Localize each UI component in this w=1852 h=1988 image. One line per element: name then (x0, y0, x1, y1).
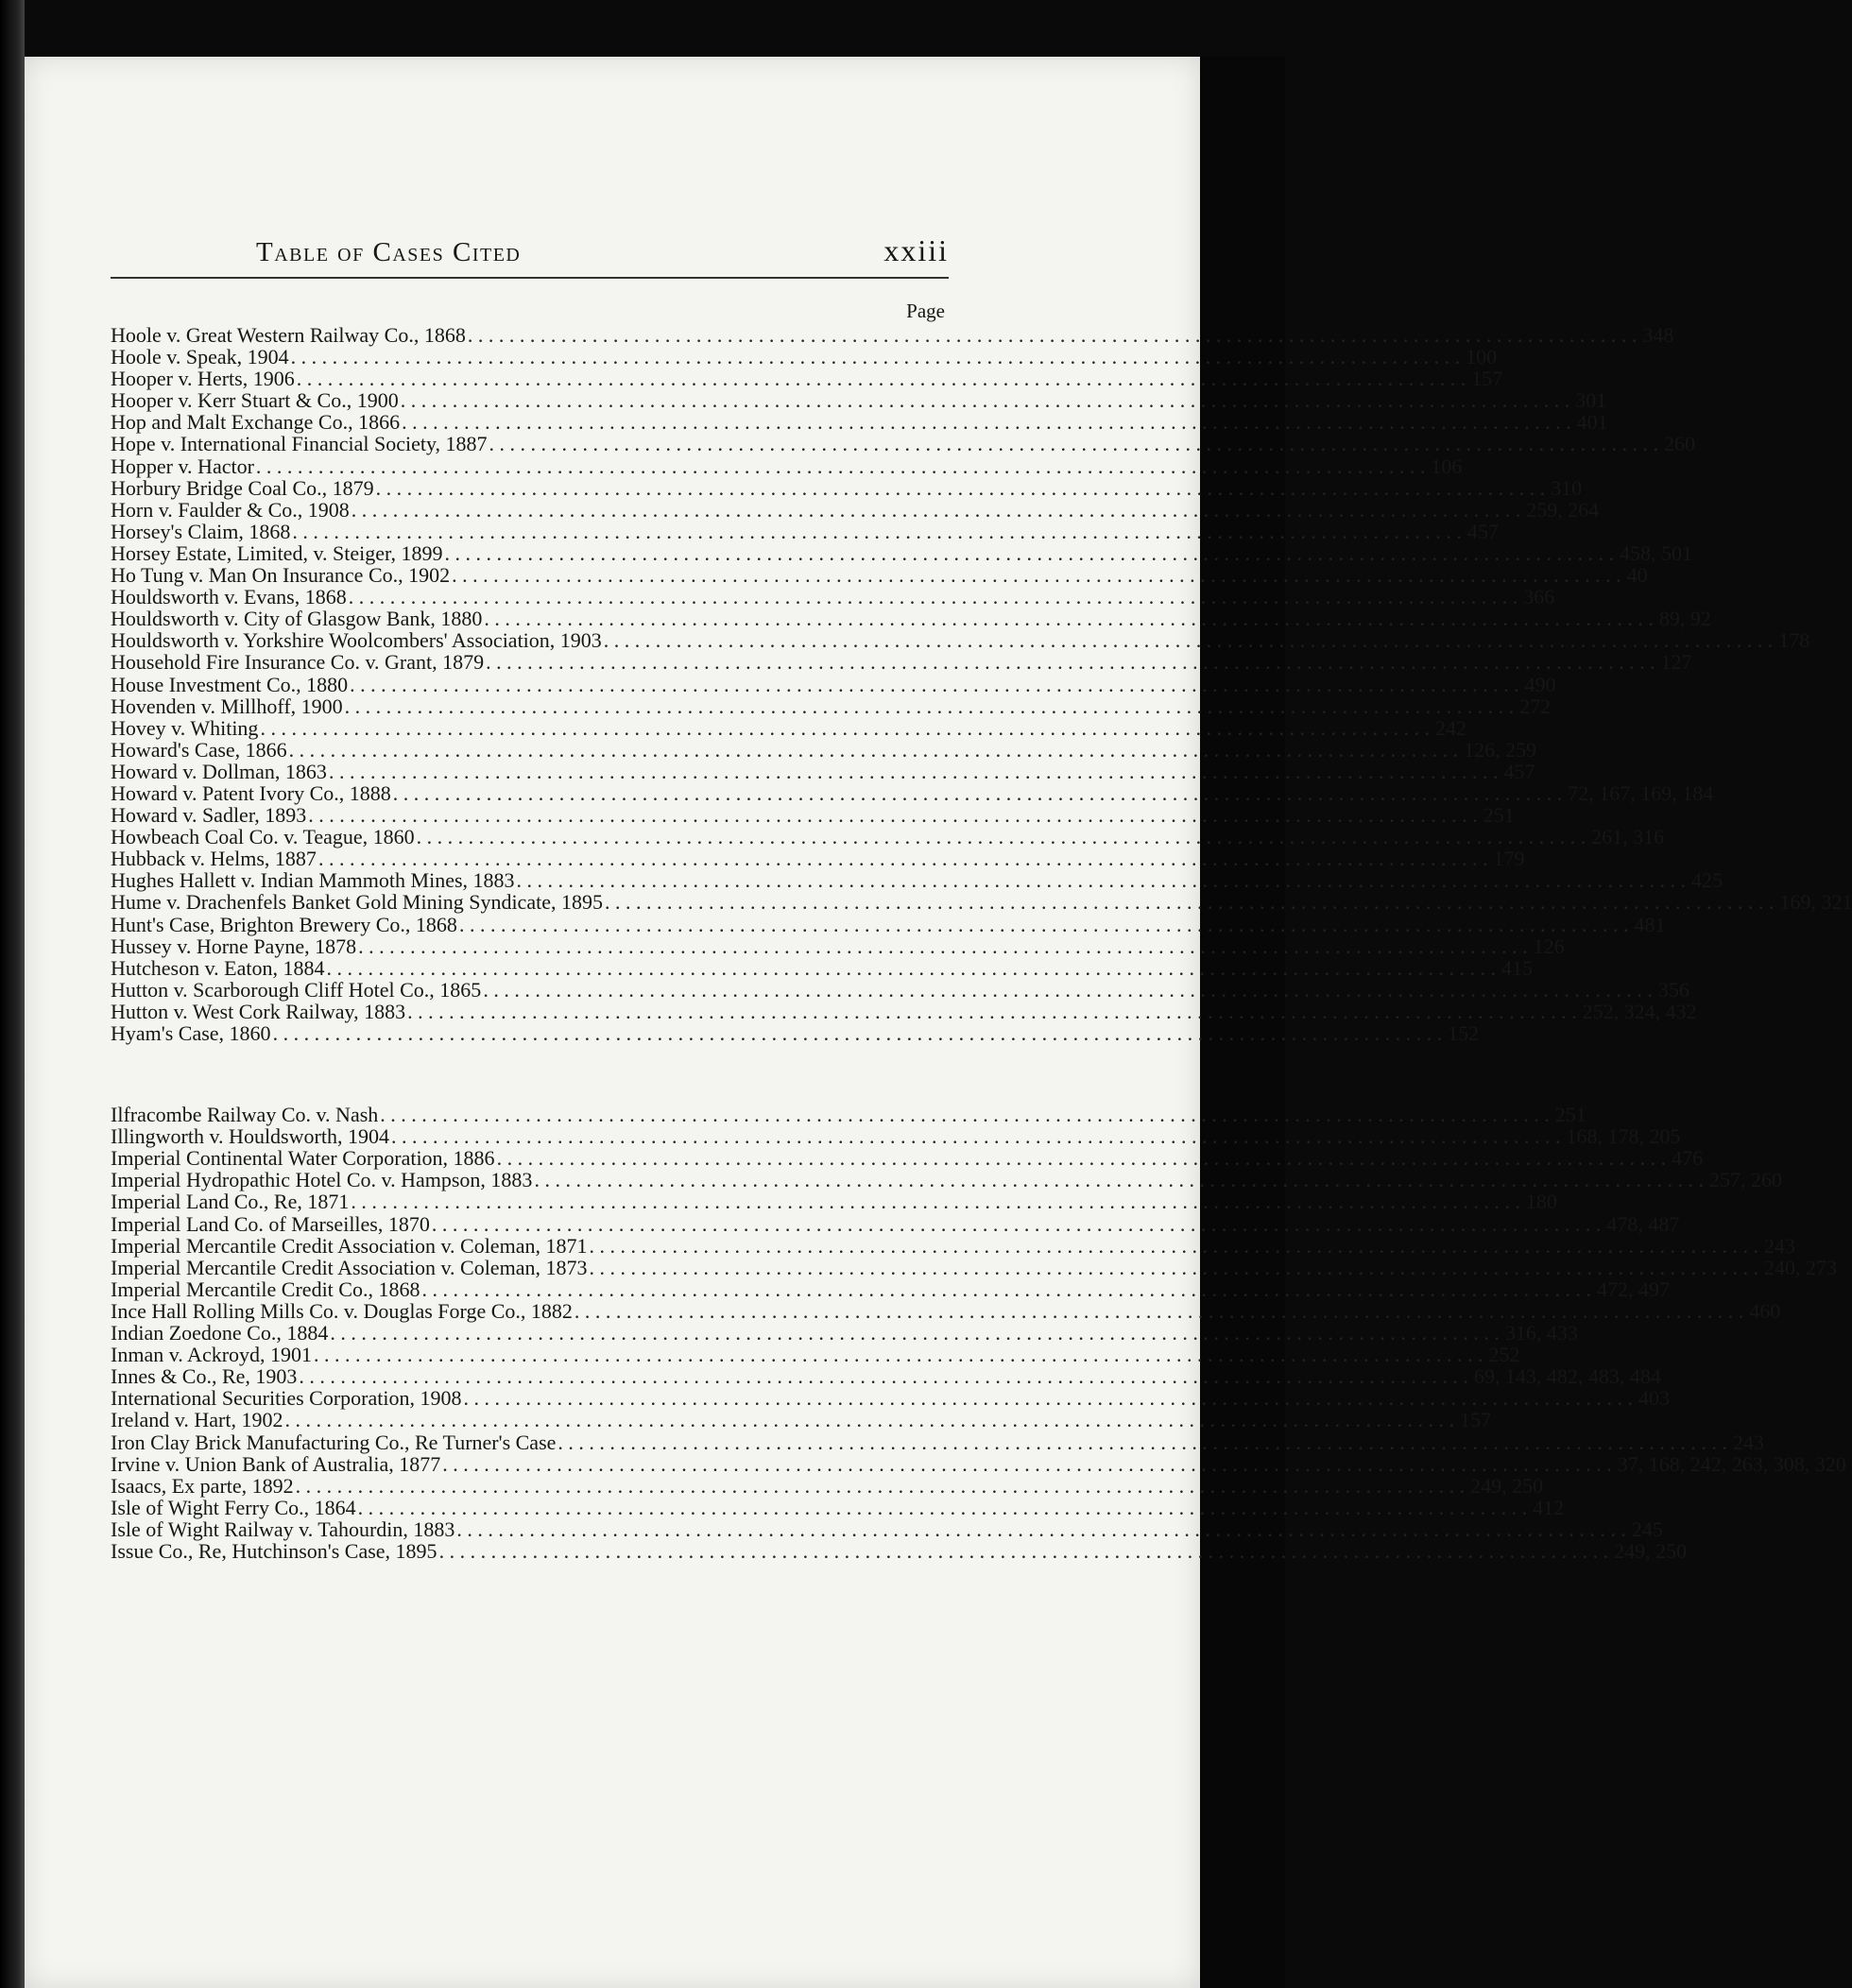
section-gap (111, 1044, 949, 1104)
case-name: Hope v. International Financial Society, 1887 (111, 432, 488, 456)
dot-leader (454, 1518, 1632, 1540)
page-references: 100 (1466, 345, 1498, 369)
case-name: Isaacs, Ex parte, 1892 (111, 1473, 294, 1498)
case-name: Hyam's Case, 1860 (111, 1021, 271, 1045)
case-name: Imperial Land Co., Re, 1871 (111, 1190, 350, 1214)
dot-leader (420, 1278, 1597, 1300)
dot-leader (317, 848, 1494, 869)
case-entry (111, 323, 1674, 347)
page-references: 259, 264 (1526, 497, 1600, 522)
case-entry (111, 715, 1466, 740)
page-references: 249, 250 (1614, 1538, 1688, 1563)
page-references: 260 (1664, 432, 1696, 456)
dot-leader (415, 826, 1592, 848)
dot-leader (312, 1344, 1489, 1365)
page-references: 180 (1525, 1190, 1557, 1214)
dot-leader (602, 629, 1779, 651)
dot-leader (271, 1022, 1449, 1044)
case-name: House Investment Co., 1880 (111, 672, 349, 696)
dot-leader (295, 368, 1472, 389)
dot-leader (391, 782, 1569, 804)
case-entry (111, 1146, 1704, 1171)
case-name: Imperial Mercantile Credit Association v. Coleman, 1873 (111, 1255, 588, 1279)
case-name: Howard v. Sadler, 1893 (111, 803, 307, 828)
page-references: 252 (1488, 1343, 1520, 1367)
page-references: 178 (1778, 628, 1810, 653)
case-name: Imperial Hydropathic Hotel Co. v. Hampson, 1883 (111, 1168, 533, 1192)
case-entry (111, 1451, 1846, 1476)
case-name: Innes & Co., Re, 1903 (111, 1364, 298, 1389)
case-name: Hume v. Drachenfels Banket Gold Mining Syndicate, 1895 (111, 890, 603, 915)
dot-leader (532, 1169, 1709, 1191)
case-name: Indian Zoedone Co., 1884 (111, 1321, 329, 1345)
dot-leader (294, 1475, 1471, 1497)
case-entry (111, 912, 1666, 936)
case-entry (111, 847, 1525, 871)
case-name: Ireland v. Hart, 1902 (111, 1408, 283, 1432)
case-name: Irvine v. Union Bank of Australia, 1877 (111, 1451, 441, 1476)
dot-leader (450, 564, 1627, 586)
page-references: 242 (1434, 715, 1466, 740)
page-references: 458, 501 (1619, 540, 1692, 565)
page-references: 89, 92 (1658, 607, 1711, 631)
page-references: 412 (1533, 1495, 1565, 1519)
case-entry (111, 454, 1463, 478)
page-references: 310 (1551, 475, 1583, 500)
dot-leader (283, 1409, 1460, 1431)
case-entry (111, 1103, 1586, 1127)
case-name: Illingworth v. Houldsworth, 1904 (111, 1124, 389, 1149)
case-entry (111, 1021, 1480, 1045)
page-number: xxiii (883, 233, 949, 267)
case-name: Inman v. Ackroyd, 1901 (111, 1343, 313, 1367)
case-entry (111, 1517, 1663, 1541)
case-name: International Securities Corporation, 1908 (111, 1386, 462, 1411)
page-references: 425 (1691, 868, 1723, 893)
dot-leader (466, 324, 1643, 346)
dot-leader (440, 1453, 1618, 1475)
dot-leader (348, 674, 1525, 695)
dot-leader (347, 586, 1524, 608)
dot-leader (495, 1147, 1672, 1169)
case-entry (111, 1321, 1578, 1345)
case-name: Howbeach Coal Co. v. Teague, 1860 (111, 825, 415, 849)
page-references: 168, 178, 205 (1566, 1124, 1681, 1149)
case-entry (111, 1190, 1557, 1214)
page-references: 472, 497 (1596, 1277, 1670, 1301)
dot-leader (389, 1125, 1567, 1147)
page-references: 490 (1524, 672, 1556, 696)
page-references: 415 (1500, 955, 1533, 980)
running-header (111, 228, 949, 279)
case-entry (111, 1408, 1491, 1432)
case-name: Imperial Mercantile Credit Association v. Coleman, 1871 (111, 1233, 588, 1258)
case-entry (111, 737, 1537, 762)
page-references: 301 (1575, 388, 1607, 413)
page-references: 126, 259 (1464, 737, 1537, 762)
case-name: Hussey v. Horne Payne, 1878 (111, 934, 357, 958)
case-name: Howard's Case, 1866 (111, 737, 287, 762)
page-references: 476 (1672, 1146, 1704, 1171)
case-entry (111, 672, 1556, 696)
case-entry (111, 1364, 1661, 1389)
case-entry (111, 563, 1648, 588)
case-entry (111, 345, 1498, 369)
case-entry (111, 585, 1555, 609)
case-name: Ince Hall Rolling Mills Co. v. Douglas Forge Co., 1882 (111, 1298, 573, 1323)
page-references: 272 (1519, 694, 1552, 718)
case-entry (111, 1124, 1681, 1149)
dot-leader (515, 869, 1692, 891)
case-entry (111, 1211, 1680, 1236)
case-name: Hovey v. Whiting (111, 715, 259, 740)
page-references: 127 (1660, 650, 1692, 675)
page-references: 240, 273 (1763, 1255, 1837, 1279)
case-entry (111, 1277, 1670, 1301)
case-index (111, 323, 1852, 1563)
case-entry (111, 388, 1607, 413)
case-entry (111, 1233, 1795, 1258)
case-name: Horbury Bridge Coal Co., 1879 (111, 475, 374, 500)
page-references: 257, 260 (1708, 1168, 1782, 1192)
case-name: Imperial Mercantile Credit Co., 1868 (111, 1277, 420, 1301)
page-references: 249, 250 (1470, 1473, 1544, 1498)
case-section (111, 1103, 1846, 1563)
page-references: 243 (1763, 1233, 1795, 1258)
page-references: 316, 433 (1504, 1321, 1578, 1345)
case-entry (111, 540, 1692, 565)
page-references: 152 (1448, 1021, 1480, 1045)
case-entry (111, 432, 1696, 456)
dot-leader (258, 717, 1435, 739)
dot-leader (254, 455, 1432, 477)
dot-leader (430, 1213, 1607, 1235)
page-references: 252, 324, 432 (1582, 999, 1697, 1023)
page-references: 457 (1503, 759, 1535, 783)
dot-leader (290, 521, 1467, 542)
page-references: 126 (1533, 934, 1565, 958)
page-references: 403 (1638, 1386, 1670, 1411)
dot-leader (378, 1104, 1555, 1125)
case-name: Issue Co., Re, Hutchinson's Case, 1895 (111, 1538, 437, 1563)
dot-leader (297, 1365, 1474, 1387)
case-entry (111, 1430, 1764, 1454)
dot-leader (457, 914, 1635, 935)
case-entry (111, 1473, 1544, 1498)
page-references: 348 (1642, 323, 1674, 347)
case-entry (111, 977, 1689, 1002)
page-references: 72, 167, 169, 184 (1568, 780, 1714, 805)
dot-leader (350, 499, 1527, 521)
case-name: Hughes Hallett v. Indian Mammoth Mines, 1883 (111, 868, 515, 893)
dot-leader (603, 891, 1780, 913)
dot-leader (556, 1431, 1733, 1453)
page-references: 261, 316 (1591, 825, 1665, 849)
case-entry (111, 1343, 1520, 1367)
dot-leader (461, 1387, 1638, 1409)
case-entry (111, 607, 1711, 631)
case-name: Ilfracombe Railway Co. v. Nash (111, 1103, 379, 1127)
case-name: Hutton v. Scarborough Cliff Hotel Co., 1865 (111, 977, 482, 1002)
case-name: Howard v. Patent Ivory Co., 1888 (111, 780, 391, 805)
dot-leader (287, 739, 1465, 761)
dot-leader (587, 1235, 1764, 1257)
case-entry (111, 934, 1565, 958)
page-references: 460 (1749, 1298, 1781, 1323)
page-references: 179 (1493, 847, 1525, 871)
case-entry (111, 519, 1499, 543)
page-references: 251 (1483, 803, 1515, 828)
case-name: Houldsworth v. City of Glasgow Bank, 1880 (111, 607, 483, 631)
case-entry (111, 1255, 1837, 1279)
case-entry (111, 475, 1583, 500)
case-name: Horsey Estate, Limited, v. Steiger, 1899 (111, 540, 443, 565)
dot-leader (400, 411, 1577, 433)
case-entry (111, 367, 1503, 391)
dot-leader (587, 1257, 1764, 1278)
case-name: Hutcheson v. Eaton, 1884 (111, 955, 325, 980)
case-name: Imperial Continental Water Corporation, 1886 (111, 1146, 495, 1171)
case-name: Household Fire Insurance Co. v. Grant, 1879 (111, 650, 485, 675)
case-name: Imperial Land Co. of Marseilles, 1870 (111, 1211, 430, 1236)
case-entry (111, 650, 1692, 675)
case-entry (111, 999, 1697, 1023)
page-column-label: Page (906, 300, 945, 322)
page-references: 69, 143, 482, 483, 484 (1473, 1364, 1661, 1389)
case-name: Horsey's Claim, 1868 (111, 519, 291, 543)
case-entry (111, 1538, 1688, 1563)
dot-leader (374, 477, 1552, 499)
dot-leader (356, 1497, 1534, 1518)
page-references: 169, 321 (1779, 890, 1852, 915)
dot-leader (405, 1001, 1583, 1022)
case-entry (111, 1386, 1670, 1411)
case-entry (111, 825, 1665, 849)
dot-leader (442, 542, 1620, 564)
page-content (111, 228, 1852, 1563)
dot-leader (289, 346, 1466, 368)
case-name: Iron Clay Brick Manufacturing Co., Re Turner's Case (111, 1430, 557, 1454)
page-references: 356 (1657, 977, 1689, 1002)
case-entry (111, 628, 1810, 653)
dot-leader (349, 1191, 1526, 1212)
scan-left-edge (0, 0, 25, 1988)
dot-leader (356, 935, 1534, 957)
dot-leader (481, 979, 1658, 1001)
page-references: 157 (1471, 367, 1503, 391)
dot-leader (343, 695, 1520, 717)
page-references: 40 (1626, 563, 1648, 588)
page-references: 157 (1459, 1408, 1491, 1432)
case-entry (111, 694, 1552, 718)
dot-leader (399, 389, 1576, 411)
case-name: Hovenden v. Millhoff, 1900 (111, 694, 343, 718)
case-name: Hoole v. Great Western Railway Co., 1868 (111, 323, 466, 347)
dot-leader (482, 608, 1659, 629)
page-references: 37, 168, 242, 263, 308, 320 (1617, 1451, 1846, 1476)
page-references: 366 (1523, 585, 1555, 609)
dot-leader (327, 761, 1504, 782)
case-name: Houldsworth v. Yorkshire Woolcombers' Association, 1903 (111, 628, 602, 653)
running-title: Table of Cases Cited (256, 237, 522, 267)
case-name: Hopper v. Hactor (111, 454, 254, 478)
dot-leader (306, 804, 1483, 826)
case-entry (111, 1168, 1782, 1192)
case-entry (111, 410, 1608, 435)
dot-leader (488, 433, 1665, 454)
page-references: 245 (1631, 1517, 1663, 1541)
case-entry (111, 759, 1535, 783)
page-references: 478, 487 (1606, 1211, 1680, 1236)
case-entry (111, 890, 1852, 915)
case-entry (111, 1495, 1565, 1519)
case-entry (111, 497, 1600, 522)
case-name: Hubback v. Helms, 1887 (111, 847, 317, 871)
page-references: 243 (1732, 1430, 1764, 1454)
case-name: Hooper v. Kerr Stuart & Co., 1900 (111, 388, 399, 413)
case-name: Hoole v. Speak, 1904 (111, 345, 289, 369)
case-entry (111, 1298, 1781, 1323)
dot-leader (328, 1322, 1505, 1344)
dot-leader (484, 651, 1661, 673)
case-name: Howard v. Dollman, 1863 (111, 759, 327, 783)
page-references: 251 (1554, 1103, 1586, 1127)
case-entry (111, 868, 1723, 893)
dot-leader (573, 1300, 1750, 1322)
case-name: Ho Tung v. Man On Insurance Co., 1902 (111, 563, 451, 588)
case-name: Isle of Wight Ferry Co., 1864 (111, 1495, 356, 1519)
dot-leader (437, 1540, 1615, 1562)
page-references: 481 (1634, 912, 1666, 936)
case-name: Houldsworth v. Evans, 1868 (111, 585, 347, 609)
case-name: Hunt's Case, Brighton Brewery Co., 1868 (111, 912, 457, 936)
case-name: Hop and Malt Exchange Co., 1866 (111, 410, 401, 435)
case-entry (111, 780, 1714, 805)
case-entry (111, 955, 1533, 980)
case-name: Hooper v. Herts, 1906 (111, 367, 295, 391)
page-references: 457 (1466, 519, 1499, 543)
case-section (111, 323, 1852, 1045)
page-references: 401 (1576, 410, 1608, 435)
page-references: 106 (1431, 454, 1463, 478)
case-name: Horn v. Faulder & Co., 1908 (111, 497, 350, 522)
case-entry (111, 803, 1515, 828)
dot-leader (324, 957, 1501, 979)
case-name: Isle of Wight Railway v. Tahourdin, 1883 (111, 1517, 455, 1541)
case-name: Hutton v. West Cork Railway, 1883 (111, 999, 406, 1023)
